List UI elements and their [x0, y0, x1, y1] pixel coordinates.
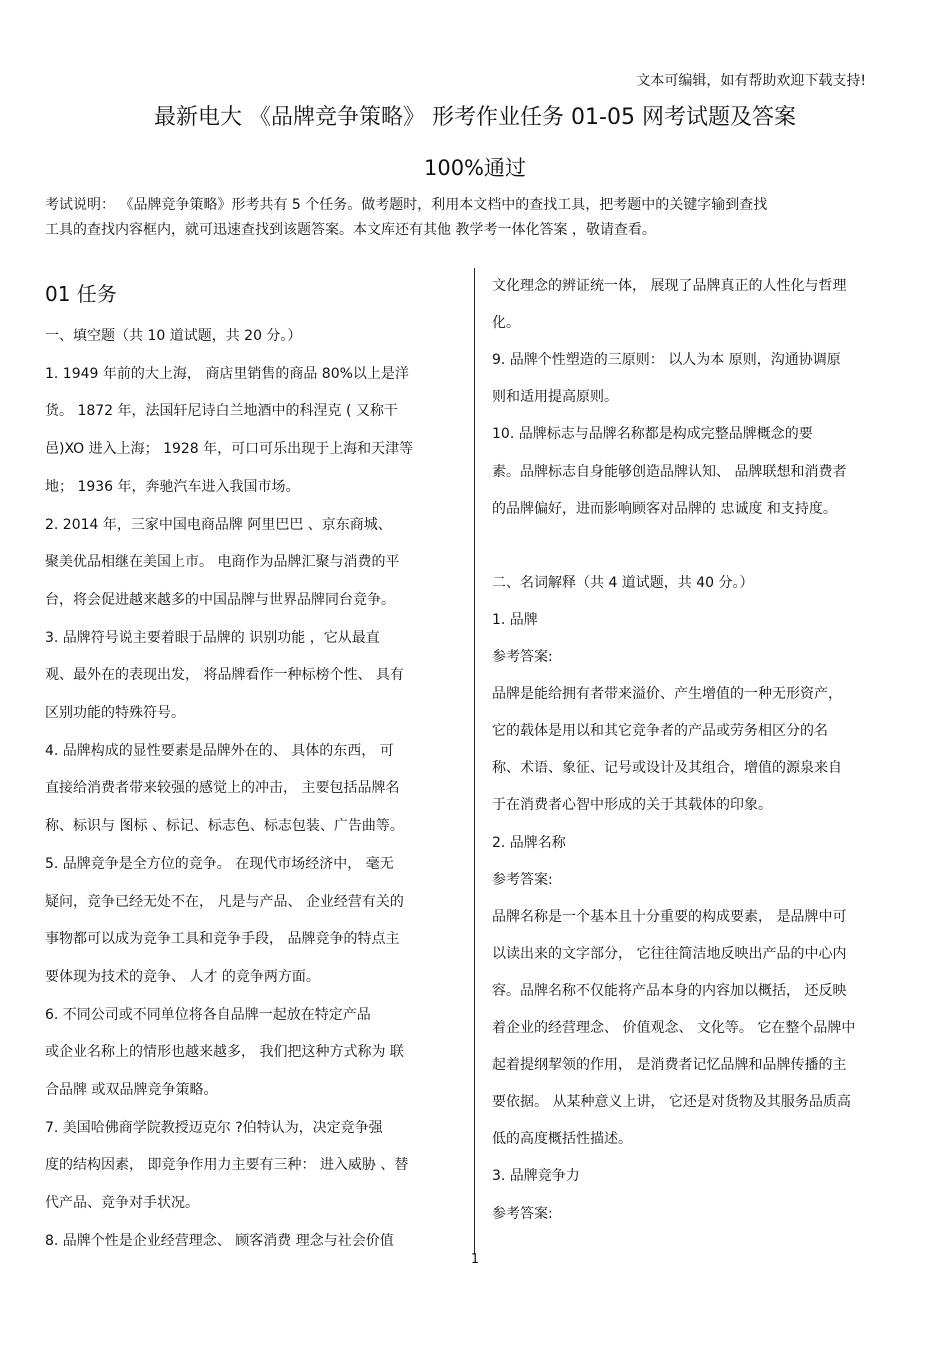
text-line: 7. 美国哈佛商学院教授迈克尔 ?伯特认为，决定竞争强 — [45, 1119, 383, 1136]
text-line: 区别功能的特殊符号。 — [45, 705, 185, 721]
text-line: 于在消费者心智中形成的关于其载体的印象。 — [492, 797, 772, 814]
text-line: 3. 品牌符号说主要着眼于品牌的 识别功能 ，它从最直 — [45, 629, 380, 646]
text-line: 1. 1949 年前的大上海， 商店里销售的商品 80%以上是洋 — [45, 365, 409, 382]
text-line: 6. 不同公司或不同单位将各自品牌一起放在特定产品 — [45, 1006, 371, 1023]
text-line: 9. 品牌个性塑造的三原则： 以人为本 原则，沟通协调原 — [492, 352, 841, 369]
text-line: 参考答案: — [492, 871, 553, 888]
text-line: 以读出来的文字部分， 它往往简洁地反映出产品的中心内 — [492, 945, 847, 962]
text-line: 邑)XO 进入上海； 1928 年，可口可乐出现于上海和天津等 — [45, 441, 414, 458]
text-line: 4. 品牌构成的显性要素是品牌外在的、 具体的东西， 可 — [45, 742, 394, 759]
document-subtitle: 100%通过 — [423, 156, 527, 180]
text-line: 货。 1872 年，法国轩尼诗白兰地酒中的科涅克 ( 又称干 — [45, 403, 398, 420]
editable-note: 文本可编辑，如有帮助欢迎下载支持! — [636, 73, 866, 89]
text-line: 度的结构因素， 即竞争作用力主要有三种： 进入威胁 、替 — [45, 1157, 409, 1174]
text-line: 事物都可以成为竞争工具和竞争手段， 品牌竞争的特点主 — [45, 931, 400, 948]
text-line: 起着提纲挈领的作用， 是消费者记忆品牌和品牌传播的主 — [492, 1057, 847, 1074]
text-line: 10. 品牌标志与品牌名称都是构成完整品牌概念的要 — [492, 426, 813, 443]
text-line: 8. 品牌个性是企业经营理念、 顾客消费 理念与社会价值 — [45, 1232, 394, 1249]
text-line: 它的载体是用以和其它竞争者的产品或劳务相区分的名 — [492, 723, 828, 740]
section-heading: 01 任务 — [45, 282, 117, 306]
text-line: 5. 品牌竞争是全方位的竞争。 在现代市场经济中， 毫无 — [45, 855, 394, 872]
text-line: 疑问，竞争已经无处不在， 凡是与产品、 企业经营有关的 — [45, 893, 404, 910]
text-line: 低的高度概括性描述。 — [492, 1131, 632, 1148]
exam-instructions-line: 工具的查找内容框内，就可迅速查找到该题答案。本文库还有其他 教学考一体化答案 ，敬请查看。 — [45, 222, 656, 238]
column-divider — [474, 268, 475, 1253]
text-line: 合品牌 或双品牌竞争策略。 — [45, 1082, 218, 1098]
exam-instructions-line: 考试说明： 《品牌竞争策略》形考共有 5 个任务。做考题时，利用本文档中的查找工具，把考题中的关键字输到查找 — [45, 197, 768, 213]
text-line: 化。 — [492, 315, 520, 332]
text-line: 文化理念的辨证统一体， 展现了品牌真正的人性化与哲理 — [492, 278, 847, 294]
text-line: 称、术语、象征、记号或设计及其组合，增值的源泉来自 — [492, 760, 842, 777]
text-line: 参考答案: — [492, 1205, 553, 1222]
text-line: 要体现为技术的竞争、 人才 的竞争两方面。 — [45, 968, 320, 985]
text-line: 容。品牌名称不仅能将产品本身的内容加以概括， 还反映 — [492, 982, 847, 999]
text-line: 1. 品牌 — [492, 611, 538, 628]
text-line: 品牌名称是一个基本且十分重要的构成要素， 是品牌中可 — [492, 908, 847, 925]
text-line: 一、填空题（共 10 道试题，共 20 分。） — [45, 328, 302, 344]
text-line: 参考答案: — [492, 649, 553, 665]
text-line: 聚美优品相继在美国上市。 电商作为品牌汇聚与消费的平 — [45, 554, 400, 571]
page-number: 1 — [470, 1252, 480, 1267]
text-line: 则和适用提高原则。 — [492, 389, 618, 406]
text-line: 2. 2014 年，三家中国电商品牌 阿里巴巴 、京东商城、 — [45, 516, 392, 533]
text-line: 称、标识与 图标 、标记、标志色、标志包装、广告曲等。 — [45, 818, 404, 835]
text-line: 地； 1936 年，奔驰汽车进入我国市场。 — [45, 478, 300, 495]
text-line: 观、最外在的表现出发， 将品牌看作一种标榜个性、 具有 — [45, 667, 404, 684]
text-line: 要依据。 从某种意义上讲， 它还是对货物及其服务品质高 — [492, 1094, 851, 1111]
text-line: 素。品牌标志自身能够创造品牌认知、 品牌联想和消费者 — [492, 463, 847, 480]
text-line: 品牌是能给拥有者带来溢价、产生增值的一种无形资产， — [492, 686, 842, 703]
text-line: 2. 品牌名称 — [492, 834, 566, 851]
text-line: 3. 品牌竞争力 — [492, 1168, 580, 1185]
text-line: 二、名词解释（共 4 道试题，共 40 分。） — [492, 574, 754, 591]
text-line: 直接给消费者带来较强的感觉上的冲击， 主要包括品牌名 — [45, 780, 400, 797]
text-line: 台，将会促进越来越多的中国品牌与世界品牌同台竞争。 — [45, 591, 395, 608]
text-line: 或企业名称上的情形也越来越多， 我们把这种方式称为 联 — [45, 1044, 404, 1061]
text-line: 代产品、竞争对手状况。 — [45, 1195, 199, 1212]
document-title: 最新电大 《品牌竞争策略》 形考作业任务 01-05 网考试题及答案 — [154, 105, 796, 130]
text-line: 着企业的经营理念、 价值观念、 文化等。 它在整个品牌中 — [492, 1020, 856, 1036]
text-line: 的品牌偏好，进而影响顾客对品牌的 忠诚度 和支持度。 — [492, 500, 837, 517]
